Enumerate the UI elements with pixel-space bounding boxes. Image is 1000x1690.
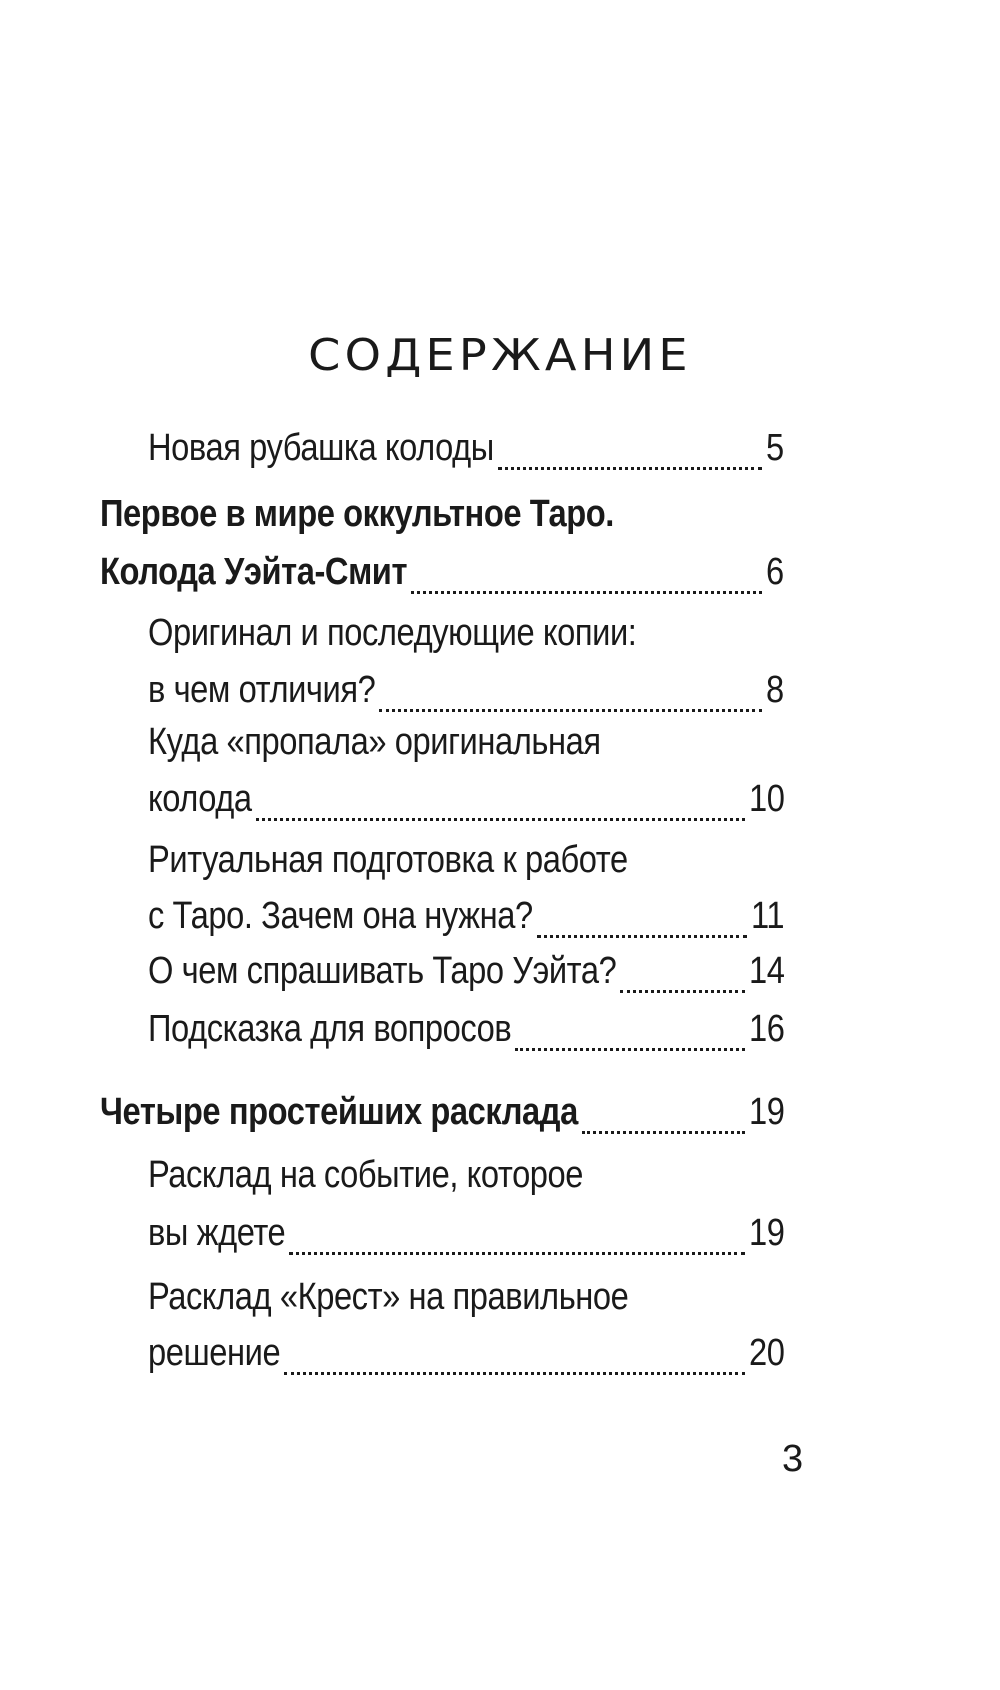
toc-entry-four-spreads[interactable] — [100, 1082, 784, 1142]
toc-entry-ritual-prep-line1[interactable] — [148, 830, 628, 890]
toc-page-number: 16 — [748, 1008, 785, 1050]
toc-page-number: 10 — [748, 778, 785, 820]
toc-entry-title: Подсказка для вопросов — [148, 1008, 512, 1050]
page-title: СОДЕРЖАНИЕ — [308, 330, 692, 381]
toc-page-number: 11 — [750, 895, 785, 937]
toc-entry-event-spread-line2[interactable] — [148, 1203, 784, 1263]
toc-entry-event-spread-line1[interactable] — [148, 1145, 583, 1205]
toc-entry-title: Оригинал и последующие копии: — [148, 612, 637, 654]
toc-entry-title: вы ждете — [148, 1212, 286, 1254]
toc-entry-title: Четыре простейших расклада — [100, 1091, 578, 1133]
leader-dots — [289, 1251, 744, 1255]
page-number: 3 — [782, 1438, 804, 1480]
leader-dots — [620, 989, 744, 993]
toc-entry-what-to-ask[interactable] — [148, 941, 784, 1001]
toc-entry-title: решение — [148, 1332, 281, 1374]
leader-dots — [256, 817, 745, 821]
toc-entry-title: О чем спрашивать Таро Уэйта? — [148, 950, 617, 992]
toc-page-number: 6 — [766, 551, 785, 593]
toc-entry-new-card-back[interactable] — [148, 418, 784, 478]
toc-entry-lost-deck-line2[interactable] — [148, 769, 784, 829]
leader-dots — [498, 466, 762, 470]
toc-entry-first-occult-tarot-line1[interactable] — [100, 484, 614, 544]
toc-entry-title: Расклад «Крест» на правильное — [148, 1276, 629, 1318]
toc-page-number: 19 — [748, 1212, 785, 1254]
leader-dots — [582, 1130, 745, 1134]
leader-dots — [537, 934, 747, 938]
toc-entry-original-copies-line1[interactable] — [148, 603, 636, 663]
leader-dots — [515, 1047, 744, 1051]
toc-entry-ritual-prep-line2[interactable] — [148, 886, 784, 946]
leader-dots — [411, 590, 762, 594]
toc-entry-original-copies-line2[interactable] — [148, 660, 784, 720]
toc-entry-cross-spread-line1[interactable] — [148, 1267, 628, 1327]
toc-page-number: 20 — [748, 1332, 785, 1374]
toc-page-number: 14 — [748, 950, 785, 992]
toc-entry-title: Первое в мире оккультное Таро. — [100, 493, 614, 535]
toc-page-number: 5 — [766, 427, 785, 469]
toc-entry-title: Колода Уэйта-Смит — [100, 551, 408, 593]
toc-entry-title: в чем отличия? — [148, 669, 376, 711]
toc-entry-title: Куда «пропала» оригинальная — [148, 721, 601, 763]
toc-page-number: 19 — [748, 1091, 785, 1133]
toc-page-number: 8 — [766, 669, 785, 711]
toc-entry-title: с Таро. Зачем она нужна? — [148, 895, 533, 937]
toc-entry-question-hint[interactable] — [148, 999, 784, 1059]
toc-entry-lost-deck-line1[interactable] — [148, 712, 601, 772]
toc-entry-title: Ритуальная подготовка к работе — [148, 839, 628, 881]
toc-entry-cross-spread-line2[interactable] — [148, 1323, 784, 1383]
toc-entry-first-occult-tarot-line2[interactable] — [100, 542, 784, 602]
toc-entry-title: колода — [148, 778, 252, 820]
toc-entry-title: Расклад на событие, которое — [148, 1154, 584, 1196]
leader-dots — [284, 1371, 744, 1375]
toc-entry-title: Новая рубашка колоды — [148, 427, 494, 469]
